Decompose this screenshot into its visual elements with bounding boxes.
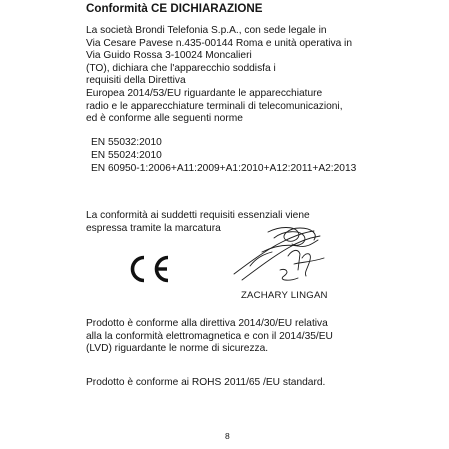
- intro-line: La società Brondi Telefonia S.p.A., con sede legale in: [86, 25, 327, 36]
- intro-line: Europea 2014/53/EU riguardante le apparecchiature: [86, 87, 323, 99]
- signer-name: ZACHARY LINGAN: [241, 290, 328, 301]
- standard-item: EN 55032:2010: [91, 137, 162, 148]
- standard-item: EN 55024:2010: [91, 150, 162, 161]
- standards-list: [91, 136, 356, 175]
- intro-line: radio e le apparecchiature terminali di telecomunicazioni,: [86, 100, 343, 112]
- handwritten-signature-icon: [228, 222, 340, 288]
- conformity-line: espressa tramite la marcatura: [86, 222, 221, 234]
- intro-line: ed è conforme alle seguenti norme: [86, 113, 243, 125]
- conformity-line: La conformità ai suddetti requisiti essenziali viene: [86, 210, 310, 221]
- intro-line: requisiti della Direttiva: [86, 75, 186, 87]
- ce-mark-icon: [124, 254, 176, 284]
- intro-line: Via Guido Rossa 3-10024 Moncalieri: [86, 50, 252, 62]
- emc-statement: [86, 318, 333, 356]
- intro-line: Via Cesare Pavese n.435-00144 Roma e unità operativa in: [86, 37, 352, 49]
- page-title: Conformità CE DICHIARAZIONE: [86, 2, 263, 15]
- intro-line: (TO), dichiara che l'apparecchio soddisfa i: [86, 62, 276, 74]
- emc-line: alla la conformità elettromagnetica e con il 2014/35/EU: [86, 330, 333, 342]
- standard-item: EN 60950-1:2006+A11:2009+A1:2010+A12:2011+A2:2013: [91, 163, 357, 174]
- emc-line: (LVD) riguardante le norme di sicurezza.: [86, 343, 269, 355]
- rohs-statement: Prodotto è conforme ai ROHS 2011/65 /EU standard.: [86, 377, 326, 388]
- emc-line: Prodotto è conforme alla direttiva 2014/30/EU relativa: [86, 318, 328, 329]
- declaration-intro: [86, 25, 446, 126]
- page-number: 8: [225, 431, 230, 441]
